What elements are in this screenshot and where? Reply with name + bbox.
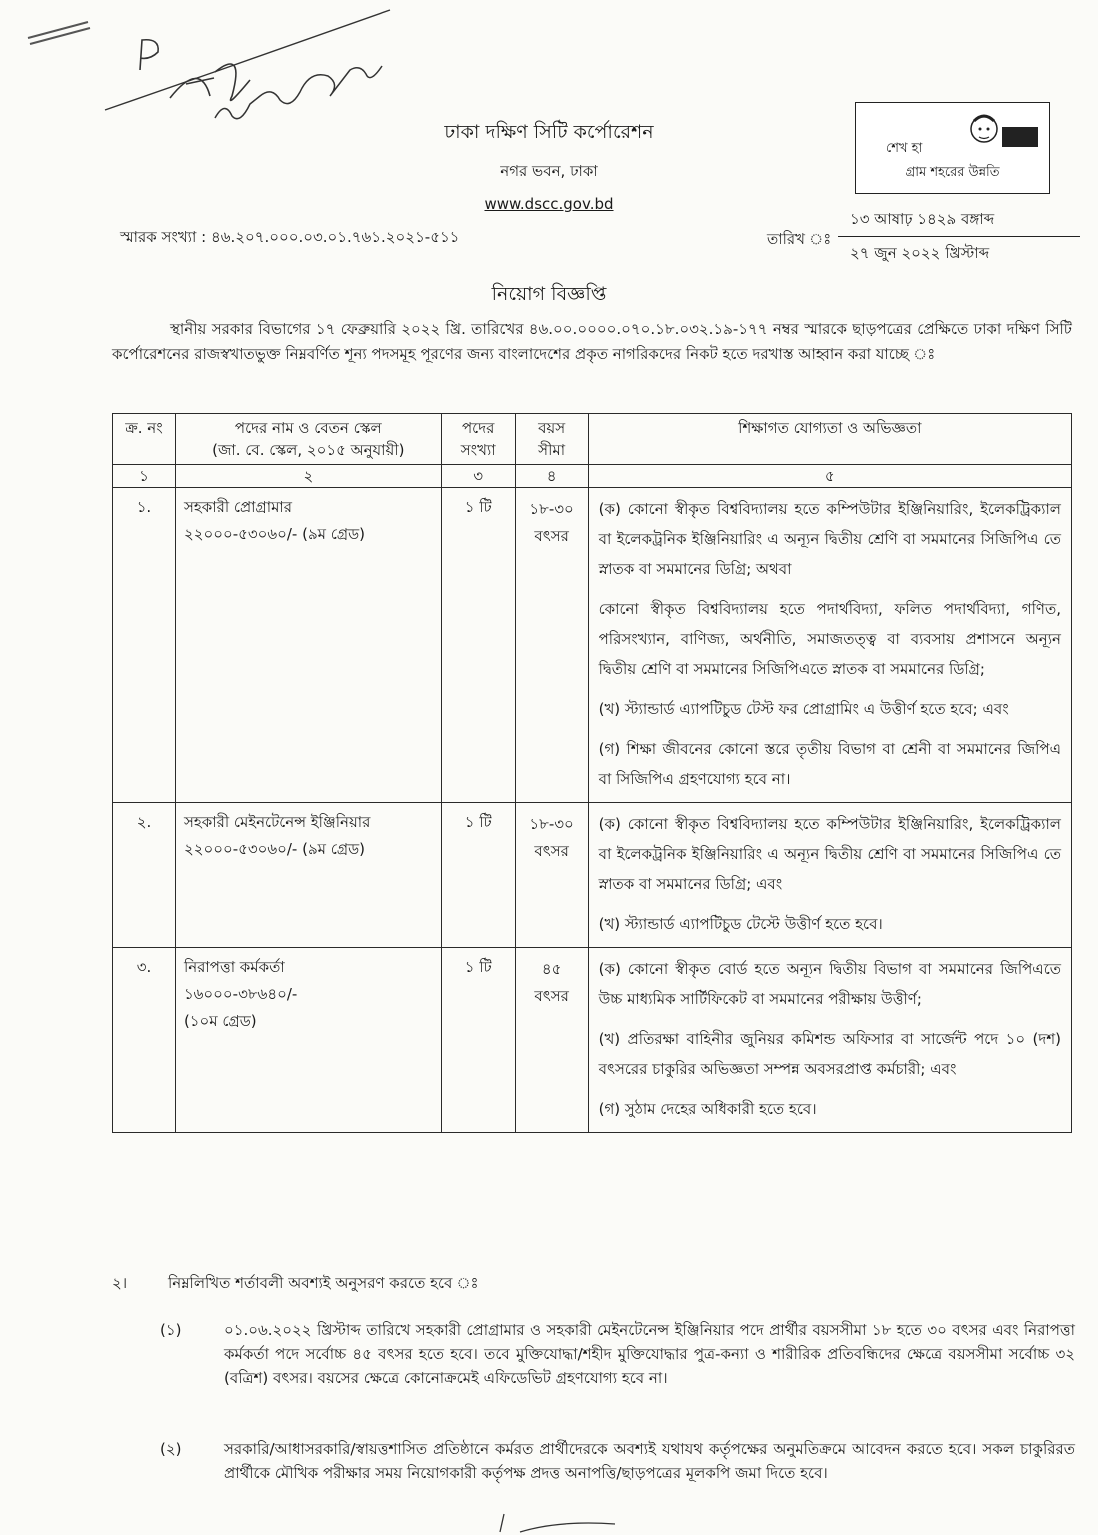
column-number-row bbox=[113, 465, 1072, 488]
qualification-item: (খ) স্ট্যান্ডার্ড এ্যাপটিচুড টেস্টে উত্তীর্ণ হতে হবে। bbox=[598, 915, 883, 933]
pay-scale: ২২০০০-৫৩০৬০/- (৯ম গ্রেড) bbox=[183, 525, 365, 543]
date-gregorian: ২৭ জুন ২০২২ খ্রিস্টাব্দ bbox=[850, 244, 990, 262]
qualification-item: (গ) শিক্ষা জীবনের কোনো স্তরে তৃতীয় বিভাগ বা শ্রেনী বা সমমানের জিপিএ বা সিজিপিএ গ্রহণযোগ্য হবে না। bbox=[598, 740, 1061, 788]
column-number: ১ bbox=[113, 465, 176, 488]
mujib-portrait-badge bbox=[966, 109, 1041, 157]
condition-marker: (২) bbox=[160, 1440, 182, 1458]
qualification-item: (গ) সুঠাম দেহের অধিকারী হতে হবে। bbox=[598, 1100, 817, 1118]
notice-intro: স্থানীয় সরকার বিভাগের ১৭ ফেব্রুয়ারি ২০২২ খ্রি. তারিখের ৪৬.০০.০০০০.০৭০.১৮.০৩২.১৯-১৭৭ নম্বর স্মারকে ছাড়পত্রের প্রেক্ষিতে ঢাকা দক্ষিণ সিটি কর্পোরেশনের রাজস্বখাতভুক্ত নিম্নবর্ণিত শূন্য পদসমূহ পূরণের জন্য বাংলাদেশের প্রকৃত নাগরিকদের নিকট হতে দরখাস্ত আহ্বান করা যাচ্ছে ঃ bbox=[112, 320, 1072, 363]
post-name: নিরাপত্তা কর্মকর্তা bbox=[183, 958, 285, 976]
row-serial: ১. bbox=[113, 488, 176, 803]
age-range: ১৮-৩০ bbox=[529, 815, 574, 833]
organization-name: ঢাকা দক্ষিণ সিটি কর্পোরেশন bbox=[444, 121, 654, 143]
header-count-label1: পদের bbox=[462, 419, 495, 437]
row-qualification bbox=[588, 488, 1071, 803]
pay-scale: ১৬০০০-৩৮৬৪০/- bbox=[183, 985, 298, 1003]
row-count: ১ টি bbox=[441, 488, 515, 803]
age-range: ৪৫ bbox=[541, 960, 562, 978]
section-number: ২। bbox=[112, 1274, 128, 1292]
post-name: সহকারী মেইনটেনেন্স ইঞ্জিনিয়ার bbox=[183, 813, 371, 831]
organization-website: www.dscc.gov.bd bbox=[484, 195, 614, 213]
row-count: ১ টি bbox=[441, 803, 515, 948]
header-post bbox=[175, 414, 441, 465]
table-header-row bbox=[113, 414, 1072, 465]
vacancy-table bbox=[112, 413, 1072, 1133]
header-count-label2: সংখ্যা bbox=[460, 441, 496, 459]
table-row bbox=[113, 488, 1072, 803]
condition-text: ০১.০৬.২০২২ খ্রিস্টাব্দ তারিখে সহকারী প্রোগ্রামার ও সহকারী মেইনটেনেন্স ইঞ্জিনিয়ার পদে প্রার্থীর বয়সসীমা ১৮ হতে ৩০ বৎসর এবং নিরাপত্তা কর্মকর্তা পদে সর্বোচ্চ ৪৫ বৎসর হতে হবে। তবে মুক্তিযোদ্ধা/শহীদ মুক্তিযোদ্ধার পুত্র-কন্যা ও শারীরিক প্রতিবন্ধিদের ক্ষেত্রে বয়সসীমা সর্বোচ্চ ৩২ (বত্রিশ) বৎসর। বয়সের ক্ষেত্রে কোনোক্রমেই এফিডেভিট গ্রহণযোগ্য হবে না। bbox=[224, 1321, 1075, 1387]
qualification-item: কোনো স্বীকৃত বিশ্ববিদ্যালয় হতে পদার্থবিদ্যা, ফলিত পদার্থবিদ্যা, গণিত, পরিসংখ্যান, বাণিজ্য, অর্থনীতি, সমাজতত্ত্ব বা ব্যবসায় প্রশাসনে অন্যূন দ্বিতীয় শ্রেণি বা সমমানের সিজিপিএতে স্নাতক বা সমমানের ডিগ্রি; bbox=[598, 600, 1061, 678]
row-post bbox=[175, 488, 441, 803]
age-unit: বৎসর bbox=[534, 842, 569, 860]
notice-title: নিয়োগ বিজ্ঞপ্তি bbox=[491, 283, 607, 305]
condition-item bbox=[160, 1318, 1075, 1390]
qualification-item: (ক) কোনো স্বীকৃত বোর্ড হতে অন্যূন দ্বিতীয় বিভাগ বা সমমানের জিপিএতে উচ্চ মাধ্যমিক সার্টিফিকেট বা সমমানের পরীক্ষায় উত্তীর্ণ; bbox=[598, 960, 1061, 1008]
column-number: ৩ bbox=[441, 465, 515, 488]
header-age-label1: বয়স bbox=[538, 419, 566, 437]
post-name: সহকারী প্রোগ্রামার bbox=[183, 498, 293, 516]
row-age bbox=[515, 948, 588, 1133]
memo-number: স্মারক সংখ্যা : ৪৬.২০৭.০০০.০৩.০১.৭৬১.২০২১-৫১১ bbox=[120, 228, 460, 246]
condition-text: সরকারি/আধাসরকারি/স্বায়ত্তশাসিত প্রতিষ্ঠানে কর্মরত প্রার্থীদেরকে অবশ্যই যথাযথ কর্তৃপক্ষের অনুমতিক্রমে আবেদন করতে হবে। সকল চাকুরিরত প্রার্থীকে মৌখিক পরীক্ষার সময় নিয়োগকারী কর্তৃপক্ষ প্রদত্ত অনাপত্তি/ছাড়পত্রের মূলকপি জমা দিতে হবে। bbox=[224, 1440, 1075, 1482]
header-age bbox=[515, 414, 588, 465]
header-post-sublabel: (জা. বে. স্কেল, ২০১৫ অনুযায়ী) bbox=[212, 441, 405, 459]
header-serial bbox=[113, 414, 176, 465]
age-range: ১৮-৩০ bbox=[529, 500, 574, 518]
date-bangla: ১৩ আষাঢ় ১৪২৯ বঙ্গাব্দ bbox=[850, 210, 995, 228]
qualification-item: (খ) স্ট্যান্ডার্ড এ্যাপটিচুড টেস্ট ফর প্রোগ্রামিং এ উত্তীর্ণ হতে হবে; এবং bbox=[598, 700, 1009, 718]
condition-marker: (১) bbox=[160, 1321, 182, 1339]
qualification-item: (ক) কোনো স্বীকৃত বিশ্ববিদ্যালয় হতে কম্পিউটার ইঞ্জিনিয়ারিং, ইলেকট্রিক্যাল বা ইলেকট্রনিক ইঞ্জিনিয়ারিং এ অন্যূন দ্বিতীয় শ্রেণি বা সমমানের সিজিপিএ তে স্নাতক বা সমমানের ডিগ্রি; অথবা bbox=[598, 500, 1061, 578]
date-label: তারিখ ঃ bbox=[767, 230, 832, 248]
age-unit: বৎসর bbox=[534, 527, 569, 545]
header-qualification bbox=[588, 414, 1071, 465]
condition-item bbox=[160, 1437, 1075, 1485]
row-qualification bbox=[588, 948, 1071, 1133]
page-bottom-mark bbox=[470, 1512, 620, 1535]
row-post bbox=[175, 803, 441, 948]
age-unit: বৎসর bbox=[534, 987, 569, 1005]
pay-scale: ২২০০০-৫৩০৬০/- (৯ম গ্রেড) bbox=[183, 840, 365, 858]
header-post-label: পদের নাম ও বেতন স্কেল bbox=[234, 419, 382, 437]
header-age-label2: সীমা bbox=[538, 441, 566, 459]
logo-text-line1: শেখ হা bbox=[886, 141, 923, 156]
mujib-centenary-logo bbox=[855, 102, 1050, 194]
column-number: ৪ bbox=[515, 465, 588, 488]
row-count: ১ টি bbox=[441, 948, 515, 1133]
organization-address: নগর ভবন, ঢাকা bbox=[500, 162, 598, 180]
column-number: ২ bbox=[175, 465, 441, 488]
column-number: ৫ bbox=[588, 465, 1071, 488]
conditions-heading-text: নিম্নলিখিত শর্তাবলী অবশ্যই অনুসরণ করতে হবে ঃ bbox=[168, 1274, 479, 1292]
header-qualification-label: শিক্ষাগত যোগ্যতা ও অভিজ্ঞতা bbox=[738, 419, 922, 437]
logo-text-line2: গ্রাম শহরের উন্নতি bbox=[905, 165, 1000, 180]
row-age bbox=[515, 488, 588, 803]
handwritten-initials bbox=[10, 0, 410, 130]
qualification-item: (ক) কোনো স্বীকৃত বিশ্ববিদ্যালয় হতে কম্পিউটার ইঞ্জিনিয়ারিং, ইলেকট্রিক্যাল বা ইলেকট্রনিক ইঞ্জিনিয়ারিং এ অন্যূন দ্বিতীয় শ্রেণি বা সমমানের সিজিপিএ তে স্নাতক বা সমমানের ডিগ্রি; এবং bbox=[598, 815, 1061, 893]
header-count bbox=[441, 414, 515, 465]
row-serial: ৩. bbox=[113, 948, 176, 1133]
qualification-item: (খ) প্রতিরক্ষা বাহিনীর জুনিয়র কমিশন্ড অফিসার বা সার্জেন্ট পদে ১০ (দশ) বৎসরের চাকুরির অভিজ্ঞতা সম্পন্ন অবসরপ্রাপ্ত কর্মচারী; এবং bbox=[598, 1030, 1061, 1078]
header-serial-label: ক্র. নং bbox=[125, 419, 163, 437]
row-qualification bbox=[588, 803, 1071, 948]
table-row bbox=[113, 948, 1072, 1133]
row-post bbox=[175, 948, 441, 1133]
conditions-heading bbox=[112, 1272, 479, 1297]
date-divider bbox=[838, 236, 1080, 237]
table-row bbox=[113, 803, 1072, 948]
row-serial: ২. bbox=[113, 803, 176, 948]
row-age bbox=[515, 803, 588, 948]
pay-grade: (১০ম গ্রেড) bbox=[183, 1012, 257, 1030]
